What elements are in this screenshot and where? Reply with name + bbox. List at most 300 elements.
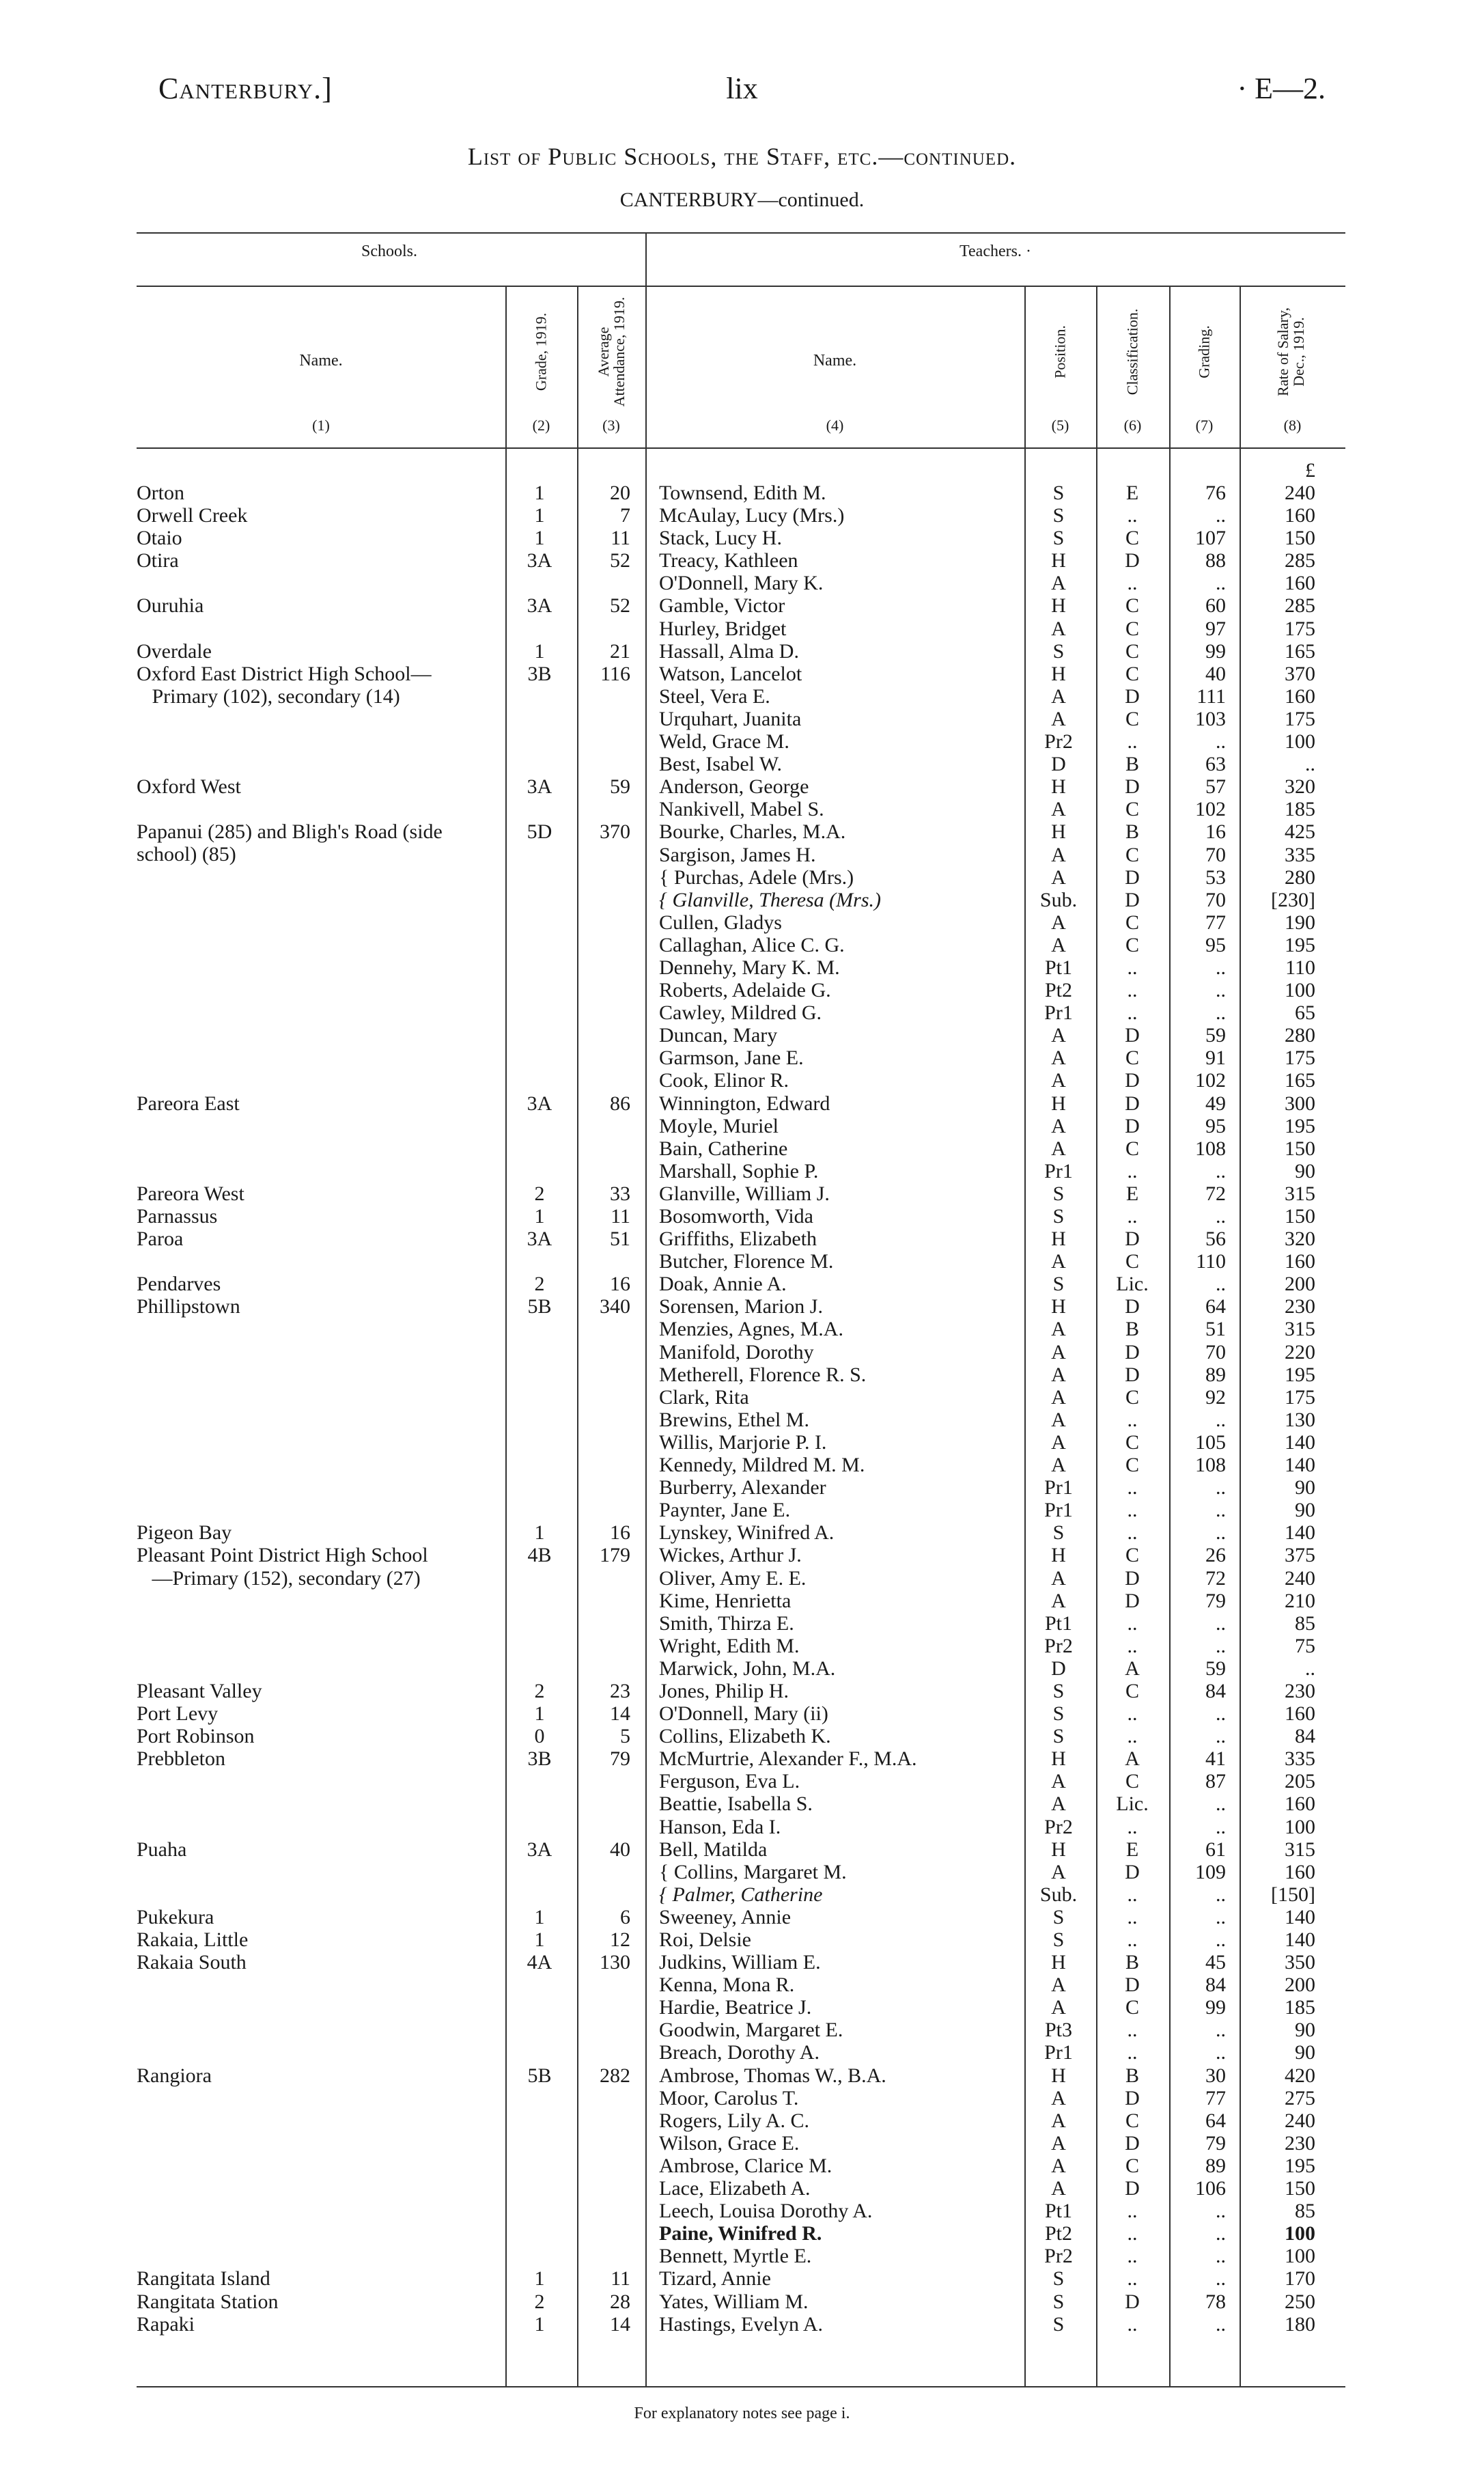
teacher-classification: D	[1125, 2290, 1140, 2313]
teacher-position: H	[1051, 1092, 1066, 1115]
teacher-grading: ..	[1216, 2312, 1226, 2336]
table-row	[137, 1928, 1345, 1951]
school-grade: 1	[534, 1702, 545, 1726]
teacher-salary: 185	[1285, 1996, 1315, 2019]
table-row	[137, 1476, 1345, 1499]
colnum-5: (5)	[1051, 417, 1069, 434]
teacher-name: Burberry, Alexander	[659, 1476, 826, 1499]
teacher-name: { Collins, Margaret M.	[659, 1860, 847, 1883]
table-row	[137, 798, 1345, 820]
teacher-classification: D	[1125, 888, 1140, 911]
teacher-grading: 72	[1205, 1566, 1226, 1590]
school-name: Rangitata Station	[137, 2290, 279, 2313]
teacher-salary: 175	[1285, 1385, 1315, 1409]
currency-symbol: £	[1305, 459, 1315, 482]
teacher-name: Bourke, Charles, M.A.	[659, 820, 846, 844]
teacher-salary: 165	[1285, 1069, 1315, 1092]
teacher-salary: ..	[1305, 1657, 1315, 1680]
teacher-grading: 64	[1205, 2109, 1226, 2132]
teacher-salary: 240	[1285, 1566, 1315, 1590]
teacher-grading: 95	[1205, 1114, 1226, 1137]
teacher-grading: 88	[1205, 549, 1226, 572]
teacher-position: A	[1051, 1069, 1066, 1092]
teacher-salary: 420	[1285, 2064, 1315, 2087]
teacher-salary: 90	[1295, 1476, 1315, 1499]
teacher-classification: B	[1125, 1951, 1139, 1974]
table-row	[137, 1069, 1345, 1092]
teacher-salary: 160	[1285, 1702, 1315, 1726]
school-attendance: 6	[620, 1905, 630, 1928]
teacher-name: Lace, Elizabeth A.	[659, 2177, 811, 2200]
teacher-position: Sub.	[1039, 1883, 1078, 1906]
teacher-position: Pr1	[1044, 1499, 1073, 1522]
school-name: Pendarves	[137, 1273, 221, 1296]
teacher-position: S	[1052, 482, 1065, 504]
school-attendance: 12	[610, 1928, 630, 1951]
teacher-grading: ..	[1216, 979, 1226, 1002]
teacher-grading: 106	[1195, 2177, 1226, 2200]
school-name: Papanui (285) and Bligh's Road (side school) (85)	[137, 820, 443, 866]
teacher-classification: ..	[1127, 504, 1138, 527]
teacher-name: Judkins, William E.	[659, 1951, 821, 1974]
table-row	[137, 1047, 1345, 1069]
table-row	[137, 1160, 1345, 1182]
teacher-position: A	[1051, 1385, 1066, 1409]
school-attendance: 370	[600, 820, 630, 844]
teacher-classification: ..	[1127, 2041, 1138, 2064]
teacher-name: Anderson, George	[659, 775, 809, 799]
teacher-classification: ..	[1127, 1725, 1138, 1748]
teacher-grading: ..	[1216, 1815, 1226, 1838]
teacher-classification: C	[1125, 1385, 1139, 1409]
school-grade: 1	[534, 2267, 545, 2290]
page-number: lix	[726, 72, 758, 105]
teacher-grading: 87	[1205, 1770, 1226, 1793]
teacher-grading: 30	[1205, 2064, 1226, 2087]
col-grade: Grade, 1919.	[532, 312, 550, 391]
teacher-classification: ..	[1127, 956, 1138, 979]
school-attendance: 23	[610, 1679, 630, 1702]
school-name: Rapaki	[137, 2312, 195, 2336]
teacher-grading: 91	[1205, 1047, 1226, 1070]
table-row	[137, 1182, 1345, 1205]
teacher-position: A	[1051, 1792, 1066, 1816]
school-grade: 3B	[527, 662, 552, 685]
table-row	[137, 504, 1345, 527]
table-row	[137, 1318, 1345, 1340]
school-grade: 3A	[527, 549, 552, 572]
teacher-classification: Lic.	[1116, 1273, 1149, 1296]
table-row	[137, 775, 1345, 798]
school-attendance: 14	[610, 1702, 630, 1726]
school-name: Overdale	[137, 639, 212, 663]
teacher-grading: ..	[1216, 1499, 1226, 1522]
teacher-name: Best, Isabel W.	[659, 753, 782, 776]
teacher-position: H	[1051, 775, 1066, 799]
school-name: Oxford East District High School—	[137, 662, 432, 685]
teacher-classification: C	[1125, 639, 1139, 663]
teacher-salary: 315	[1285, 1182, 1315, 1205]
teacher-name: { Palmer, Catherine	[659, 1883, 823, 1906]
table-row	[137, 1883, 1345, 1906]
teacher-grading: 79	[1205, 1589, 1226, 1612]
school-name: Rangiora	[137, 2064, 212, 2087]
teacher-classification: Lic.	[1116, 1792, 1149, 1816]
teacher-position: A	[1051, 911, 1066, 934]
school-attendance: 79	[610, 1747, 630, 1771]
table-row	[137, 1702, 1345, 1725]
table-row	[137, 2041, 1345, 2064]
teacher-salary: 90	[1295, 1499, 1315, 1522]
teacher-name: Townsend, Edith M.	[659, 482, 826, 504]
teacher-classification: D	[1125, 866, 1140, 889]
teacher-grading: ..	[1216, 2267, 1226, 2290]
teacher-grading: 77	[1205, 2086, 1226, 2109]
teacher-salary: 230	[1285, 1679, 1315, 1702]
teacher-grading: 61	[1205, 1838, 1226, 1861]
teacher-grading: 78	[1205, 2290, 1226, 2313]
teacher-position: H	[1051, 1838, 1066, 1861]
teacher-name: Cawley, Mildred G.	[659, 1001, 822, 1025]
teacher-name: Sorensen, Marion J.	[659, 1295, 823, 1318]
teacher-position: S	[1052, 1679, 1065, 1702]
teacher-position: A	[1051, 2131, 1066, 2155]
teacher-salary: 285	[1285, 549, 1315, 572]
teacher-position: S	[1052, 1905, 1065, 1928]
teacher-position: A	[1051, 572, 1066, 595]
teacher-classification: C	[1125, 662, 1139, 685]
teacher-salary: 195	[1285, 933, 1315, 956]
teacher-name: Urquhart, Juanita	[659, 707, 802, 730]
teacher-salary: 100	[1285, 2222, 1315, 2245]
teacher-classification: C	[1125, 1250, 1139, 1273]
teacher-salary: 220	[1285, 1340, 1315, 1363]
teacher-classification: A	[1125, 1657, 1140, 1680]
school-grade: 1	[534, 639, 545, 663]
teacher-salary: 150	[1285, 527, 1315, 550]
school-name: Oxford West	[137, 775, 241, 799]
teacher-grading: ..	[1216, 1521, 1226, 1545]
teacher-name: Kennedy, Mildred M. M.	[659, 1454, 865, 1477]
teacher-salary: 300	[1285, 1092, 1315, 1115]
school-grade: 0	[534, 1725, 545, 1748]
teacher-name: Ambrose, Thomas W., B.A.	[659, 2064, 886, 2087]
teacher-salary: 185	[1285, 798, 1315, 821]
table-row	[137, 1680, 1345, 1702]
table-row	[137, 2155, 1345, 2177]
teacher-salary: 205	[1285, 1770, 1315, 1793]
teacher-classification: D	[1125, 2177, 1140, 2200]
teacher-classification: D	[1125, 1295, 1140, 1318]
school-name: Orton	[137, 482, 184, 504]
table-row	[137, 1816, 1345, 1838]
teacher-position: A	[1051, 1860, 1066, 1883]
teacher-salary: 285	[1285, 594, 1315, 618]
col-attendance: Average Attendance, 1919.	[594, 296, 628, 407]
table-row	[137, 1431, 1345, 1454]
school-grade: 3A	[527, 1838, 552, 1861]
teacher-salary: 75	[1295, 1634, 1315, 1657]
teacher-salary: 84	[1295, 1725, 1315, 1748]
teacher-salary: 160	[1285, 504, 1315, 527]
teacher-position: A	[1051, 1589, 1066, 1612]
teacher-position: A	[1051, 2109, 1066, 2132]
teacher-classification: ..	[1127, 2222, 1138, 2245]
teacher-classification: D	[1125, 549, 1140, 572]
teacher-grading: ..	[1216, 1702, 1226, 1726]
teacher-name: Wickes, Arthur J.	[659, 1544, 802, 1567]
teacher-classification: C	[1125, 2154, 1139, 2177]
teacher-salary: 85	[1295, 2200, 1315, 2223]
teacher-grading: 72	[1205, 1182, 1226, 1205]
table-row	[137, 618, 1345, 640]
teacher-position: S	[1052, 639, 1065, 663]
teacher-classification: ..	[1127, 1634, 1138, 1657]
teacher-salary: 230	[1285, 1295, 1315, 1318]
school-grade: 3A	[527, 1228, 552, 1251]
running-head-left: Canterbury.]	[158, 72, 333, 105]
teacher-grading: ..	[1216, 2019, 1226, 2042]
teacher-classification: C	[1125, 843, 1139, 866]
teacher-name: Ambrose, Clarice M.	[659, 2154, 832, 2177]
teacher-salary: 240	[1285, 482, 1315, 504]
teacher-position: Pr1	[1044, 1476, 1073, 1499]
teacher-classification: C	[1125, 707, 1139, 730]
teacher-name: Bain, Catherine	[659, 1137, 788, 1160]
school-attendance: 340	[600, 1295, 630, 1318]
teacher-name: Lynskey, Winifred A.	[659, 1521, 835, 1545]
teacher-salary: 280	[1285, 866, 1315, 889]
table-row	[137, 2222, 1345, 2245]
teacher-position: H	[1051, 1228, 1066, 1251]
teacher-salary: 190	[1285, 911, 1315, 934]
teacher-position: A	[1051, 1974, 1066, 1997]
teacher-salary: 425	[1285, 820, 1315, 844]
teacher-name: McMurtrie, Alexander F., M.A.	[659, 1747, 917, 1771]
colnum-6: (6)	[1123, 417, 1142, 434]
teacher-grading: 84	[1205, 1679, 1226, 1702]
school-name: Puaha	[137, 1838, 187, 1861]
teacher-classification: C	[1125, 1047, 1139, 1070]
school-grade: 2	[534, 1182, 545, 1205]
teacher-position: A	[1051, 707, 1066, 730]
teacher-name: Griffiths, Elizabeth	[659, 1228, 817, 1251]
teacher-classification: ..	[1127, 1905, 1138, 1928]
teacher-salary: 175	[1285, 617, 1315, 640]
teacher-name: Sweeney, Annie	[659, 1905, 792, 1928]
teacher-classification: C	[1125, 798, 1139, 821]
school-attendance: 130	[600, 1951, 630, 1974]
teacher-name: Leech, Louisa Dorothy A.	[659, 2200, 873, 2223]
school-name: Orwell Creek	[137, 504, 248, 527]
teacher-classification: C	[1125, 617, 1139, 640]
teacher-name: Metherell, Florence R. S.	[659, 1363, 867, 1386]
teacher-position: Pr2	[1044, 1815, 1073, 1838]
colnum-8: (8)	[1283, 417, 1302, 434]
teacher-salary: ..	[1305, 753, 1315, 776]
school-grade: 1	[534, 482, 545, 504]
teacher-position: A	[1051, 2086, 1066, 2109]
teacher-grading: 84	[1205, 1974, 1226, 1997]
school-attendance: 179	[600, 1544, 630, 1567]
table-row	[137, 1861, 1345, 1883]
teacher-position: Pt1	[1044, 1611, 1073, 1635]
teacher-position: H	[1051, 1544, 1066, 1567]
school-grade: 1	[534, 2312, 545, 2336]
school-name: Otira	[137, 549, 179, 572]
teacher-salary: 130	[1285, 1408, 1315, 1431]
teacher-name: Kenna, Mona R.	[659, 1974, 795, 1997]
teacher-position: Pt2	[1044, 979, 1073, 1002]
teacher-position: A	[1051, 2177, 1066, 2200]
teacher-classification: C	[1125, 1679, 1139, 1702]
teacher-name: Marwick, John, M.A.	[659, 1657, 836, 1680]
teacher-name: Dennehy, Mary K. M.	[659, 956, 840, 979]
teacher-name: Hastings, Evelyn A.	[659, 2312, 823, 2336]
teacher-position: Pr1	[1044, 1159, 1073, 1182]
teacher-name: Hanson, Eda I.	[659, 1815, 781, 1838]
colnum-1: (1)	[312, 417, 330, 434]
teacher-name: Watson, Lancelot	[659, 662, 802, 685]
col-salary: Rate of Salary, Dec., 1919.	[1274, 307, 1307, 396]
teacher-name: O'Donnell, Mary K.	[659, 572, 824, 595]
teacher-classification: D	[1125, 684, 1140, 708]
school-name: Rakaia South	[137, 1951, 247, 1974]
teacher-name: Winnington, Edward	[659, 1092, 830, 1115]
teacher-salary: 140	[1285, 1905, 1315, 1928]
table-row	[137, 572, 1345, 594]
teacher-position: S	[1052, 2312, 1065, 2336]
teacher-salary: 350	[1285, 1951, 1315, 1974]
teacher-name: Beattie, Isabella S.	[659, 1792, 813, 1816]
teacher-name: O'Donnell, Mary (ii)	[659, 1702, 828, 1726]
school-grade: 4A	[527, 1951, 552, 1974]
table-row	[137, 1612, 1345, 1635]
teacher-name: Clark, Rita	[659, 1385, 749, 1409]
teacher-classification: ..	[1127, 1001, 1138, 1025]
teacher-salary: 320	[1285, 775, 1315, 799]
table-row	[137, 1657, 1345, 1680]
teacher-classification: B	[1125, 820, 1139, 844]
teacher-position: H	[1051, 662, 1066, 685]
teacher-name: Oliver, Amy E. E.	[659, 1566, 807, 1590]
teacher-name: Hardie, Beatrice J.	[659, 1996, 812, 2019]
teacher-classification: ..	[1127, 2267, 1138, 2290]
teacher-classification: D	[1125, 1069, 1140, 1092]
school-name: Ouruhia	[137, 594, 204, 618]
teacher-grading: 102	[1195, 1069, 1226, 1092]
teacher-salary: 100	[1285, 979, 1315, 1002]
teacher-position: A	[1051, 1318, 1066, 1341]
teacher-salary: 140	[1285, 1454, 1315, 1477]
teacher-position: A	[1051, 1454, 1066, 1477]
teacher-name: Butcher, Florence M.	[659, 1250, 834, 1273]
teacher-salary: 85	[1295, 1611, 1315, 1635]
teacher-classification: ..	[1127, 1499, 1138, 1522]
teacher-classification: E	[1125, 1182, 1139, 1205]
teacher-grading: 16	[1205, 820, 1226, 844]
teacher-position: A	[1051, 617, 1066, 640]
teacher-salary: 240	[1285, 2109, 1315, 2132]
teacher-position: S	[1052, 1273, 1065, 1296]
teacher-classification: ..	[1127, 572, 1138, 595]
teacher-name: Rogers, Lily A. C.	[659, 2109, 810, 2132]
teacher-grading: ..	[1216, 1883, 1226, 1906]
teacher-position: A	[1051, 843, 1066, 866]
teacher-salary: 315	[1285, 1838, 1315, 1861]
group-header-rule	[137, 286, 1345, 287]
school-attendance: 59	[610, 775, 630, 799]
teacher-position: Pr1	[1044, 2041, 1073, 2064]
teacher-position: H	[1051, 1951, 1066, 1974]
school-attendance: 33	[610, 1182, 630, 1205]
teacher-name: { Purchas, Adele (Mrs.)	[659, 866, 854, 889]
teacher-grading: 64	[1205, 1295, 1226, 1318]
school-name: Pigeon Bay	[137, 1521, 232, 1545]
table-row	[137, 2064, 1345, 2087]
teacher-grading: 110	[1196, 1250, 1226, 1273]
table-row	[137, 889, 1345, 911]
teacher-classification: E	[1125, 482, 1139, 504]
teacher-position: H	[1051, 549, 1066, 572]
table-row	[137, 2019, 1345, 2041]
table-row	[137, 1770, 1345, 1792]
teacher-classification: ..	[1127, 979, 1138, 1002]
colnum-2: (2)	[532, 417, 550, 434]
teacher-grading: 89	[1205, 1363, 1226, 1386]
teacher-grading: 76	[1205, 482, 1226, 504]
table-row	[137, 1228, 1345, 1250]
teacher-classification: D	[1125, 1566, 1140, 1590]
teacher-salary: 170	[1285, 2267, 1315, 2290]
teacher-grading: 79	[1205, 2131, 1226, 2155]
teacher-classification: C	[1125, 911, 1139, 934]
teacher-classification: B	[1125, 1318, 1139, 1341]
teacher-grading: 59	[1205, 1657, 1226, 1680]
school-grade: 2	[534, 1679, 545, 1702]
teacher-grading: ..	[1216, 1905, 1226, 1928]
table-row	[137, 1567, 1345, 1590]
teacher-classification: ..	[1127, 2019, 1138, 2042]
teacher-classification: C	[1125, 1996, 1139, 2019]
teacher-salary: 100	[1285, 730, 1315, 753]
teacher-name: Paine, Winifred R.	[659, 2222, 822, 2245]
teacher-position: A	[1051, 866, 1066, 889]
teacher-name: Goodwin, Margaret E.	[659, 2019, 843, 2042]
teacher-grading: 111	[1196, 684, 1226, 708]
table-row	[137, 1295, 1345, 1318]
teacher-grading: ..	[1216, 956, 1226, 979]
teacher-name: Bennett, Myrtle E.	[659, 2245, 812, 2268]
teacher-classification: C	[1125, 1544, 1139, 1567]
teacher-grading: ..	[1216, 2222, 1226, 2245]
school-attendance: 14	[610, 2312, 630, 2336]
table-row	[137, 866, 1345, 889]
teacher-position: A	[1051, 1340, 1066, 1363]
school-name: Rakaia, Little	[137, 1928, 249, 1951]
table-row	[137, 1092, 1345, 1115]
table-row	[137, 1499, 1345, 1521]
teacher-salary: 100	[1285, 1815, 1315, 1838]
teacher-position: A	[1051, 1250, 1066, 1273]
teacher-position: S	[1052, 1182, 1065, 1205]
table-row	[137, 1974, 1345, 1996]
teacher-salary: 195	[1285, 2154, 1315, 2177]
teacher-name: Nankivell, Mabel S.	[659, 798, 824, 821]
table-row	[137, 1635, 1345, 1657]
teacher-salary: 100	[1285, 2245, 1315, 2268]
teacher-grading: 56	[1205, 1228, 1226, 1251]
